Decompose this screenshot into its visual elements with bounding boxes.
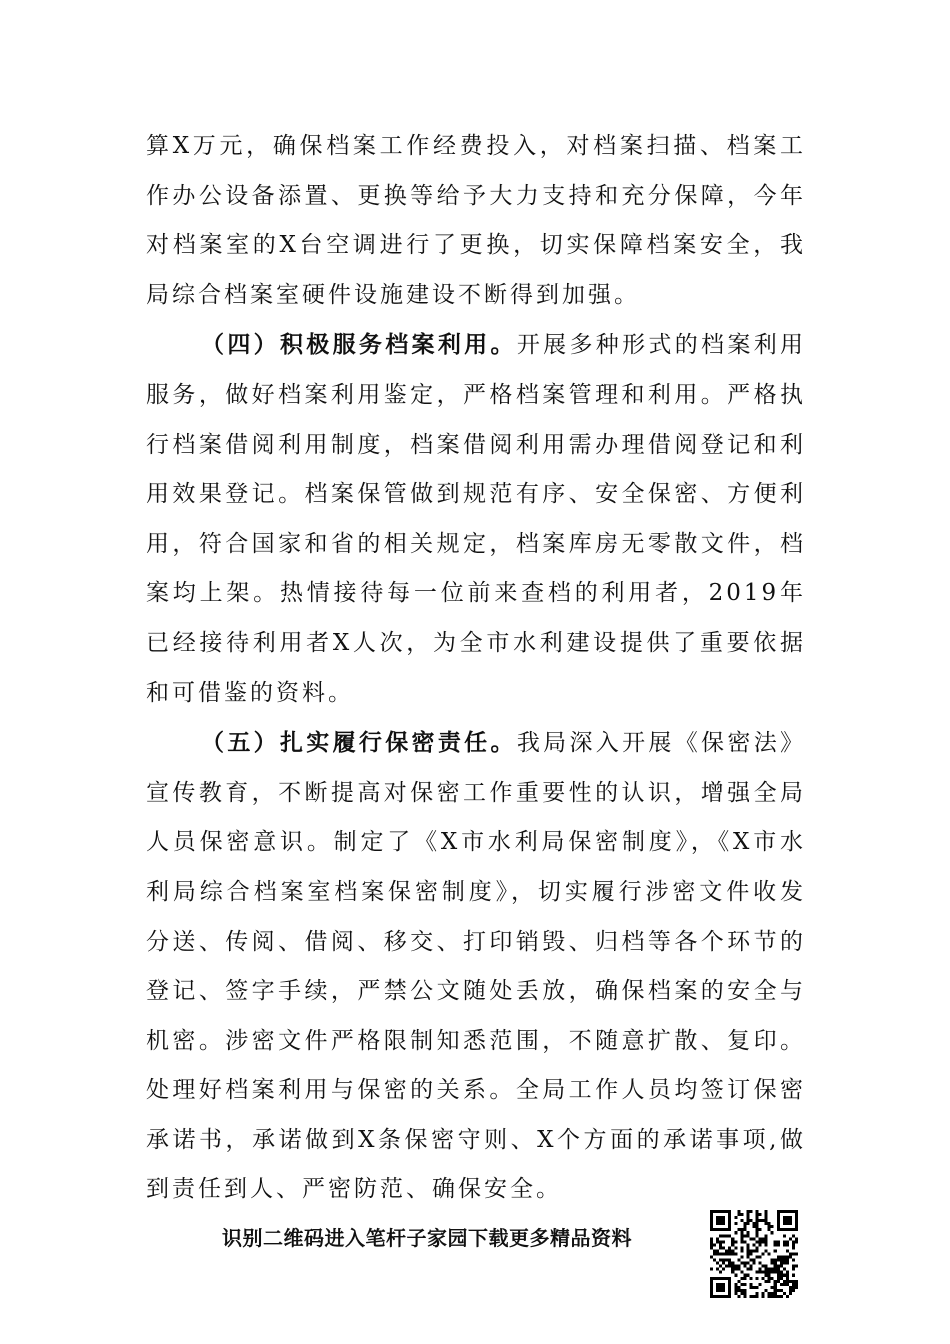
document-body xyxy=(146,122,806,1215)
paragraph-text: 开展多种形式的档案利用服务，做好档案利用鉴定，严格档案管理和利用。严格执行档案借阅利用制度，档案借阅利用需办理借阅登记和利用效果登记。档案保管做到规范有序、安全保密、方便利用，符合国家和省的相关规定，档案库房无零散文件，档案均上架。热情接待每一位前来查档的利用者，2019年已经接待利用者X人次，为全市水利建设提供了重要依据和可借鉴的资料。 xyxy=(146,332,807,706)
paragraph-text: 算X万元，确保档案工作经费投入，对档案扫描、档案工作办公设备添置、更换等给予大力支持和充分保障，今年对档案室的X台空调进行了更换，切实保障档案安全，我局综合档案室硬件设施建设不断得到加强。 xyxy=(146,133,806,308)
paragraph-archive-use xyxy=(146,320,806,718)
paragraph-confidentiality xyxy=(146,718,806,1215)
section-heading: （四）积极服务档案利用。 xyxy=(201,331,517,359)
footer-promo-text: 识别二维码进入笔杆子家园下载更多精品资料 xyxy=(222,1226,632,1250)
paragraph-text: 我局深入开展《保密法》宣传教育，不断提高对保密工作重要性的认识，增强全局人员保密意识。制定了《X市水利局保密制度》，《X市水利局综合档案室档案保密制度》，切实履行涉密文件收发分送、传阅、借阅、移交、打印销毁、归档等各个环节的登记、签字手续，严禁公文随处丢放，确保档案的安全与机密。涉密文件严格限制知悉范围，不随意扩散、复印。处理好档案利用与保密的关系。全局工作人员均签订保密承诺书，承诺做到X条保密守则、X个方面的承诺事项,做到责任到人、严密防范、确保安全。 xyxy=(146,730,807,1203)
paragraph-continuation xyxy=(146,122,806,320)
qr-code-icon[interactable] xyxy=(710,1210,798,1298)
section-heading: （五）扎实履行保密责任。 xyxy=(201,729,517,757)
